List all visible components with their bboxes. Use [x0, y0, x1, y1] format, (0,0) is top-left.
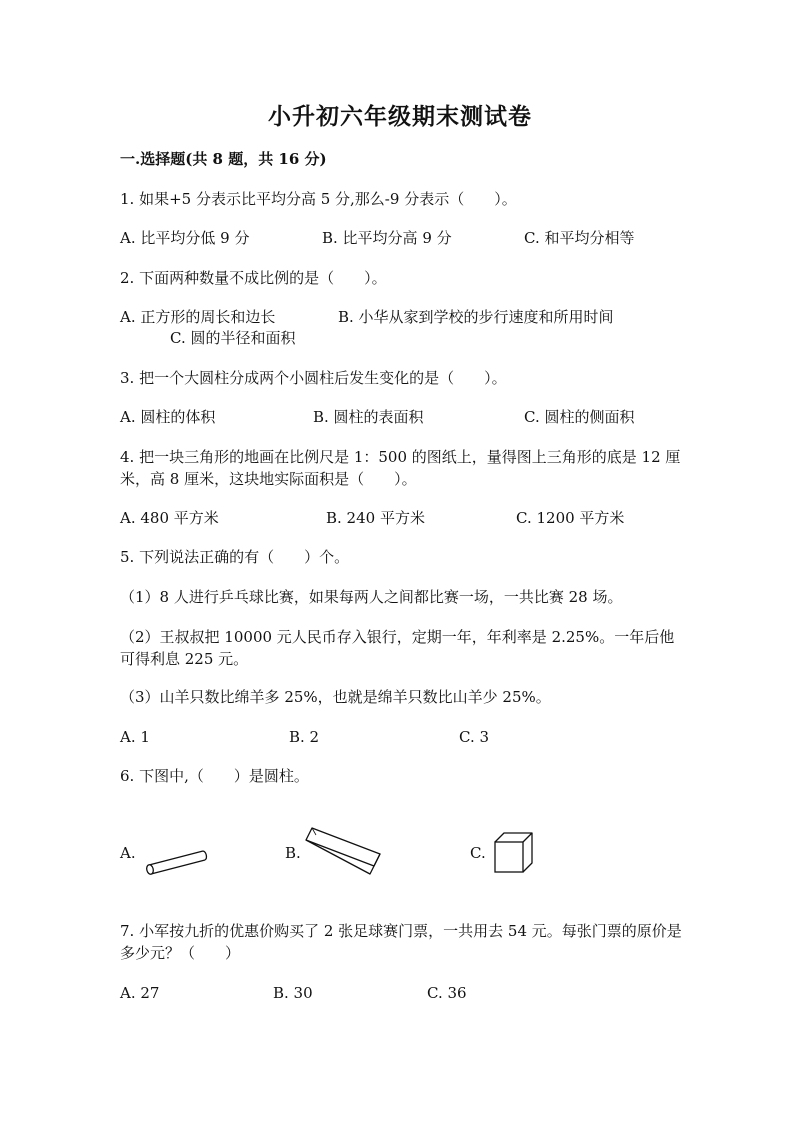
question-1-option-b: B. 比平均分高 9 分	[322, 229, 452, 247]
question-2-option-c: C. 圆的半径和面积	[170, 329, 296, 347]
cube-figure	[492, 830, 536, 876]
question-3-stem: 3. 把一个大圆柱分成两个小圆柱后发生变化的是（ ）。	[120, 369, 507, 387]
page-title: 小升初六年级期末测试卷	[268, 103, 532, 130]
question-3-option-c: C. 圆柱的侧面积	[524, 408, 635, 426]
question-2-option-a: A. 正方形的周长和边长	[120, 308, 276, 326]
question-5-statement-2: （2）王叔叔把 10000 元人民币存入银行，定期一年，年利率是 2.25%。一年后他可得利息 225 元。	[120, 628, 675, 668]
question-6-option-c: C.	[470, 844, 486, 862]
question-4-option-c: C. 1200 平方米	[516, 509, 625, 527]
question-3-option-a: A. 圆柱的体积	[120, 408, 216, 426]
section-heading: 一.选择题(共 8 题，共 16 分)	[120, 150, 327, 168]
question-7-option-b: B. 30	[273, 984, 313, 1002]
question-5-option-c: C. 3	[459, 728, 490, 746]
question-7-option-c: C. 36	[427, 984, 467, 1002]
question-7-option-a: A. 27	[120, 984, 160, 1002]
question-1-option-c: C. 和平均分相等	[524, 229, 635, 247]
question-1-stem: 1. 如果+5 分表示比平均分高 5 分,那么-9 分表示（ ）。	[120, 190, 517, 208]
question-1-option-a: A. 比平均分低 9 分	[120, 229, 250, 247]
question-2-option-b: B. 小华从家到学校的步行速度和所用时间	[338, 308, 614, 326]
question-5-stem: 5. 下列说法正确的有（ ）个。	[120, 548, 350, 566]
question-6-option-b: B.	[285, 844, 301, 862]
question-5-statement-1: （1）8 人进行乒乓球比赛，如果每两人之间都比赛一场，一共比赛 28 场。	[120, 588, 623, 606]
question-2-stem: 2. 下面两种数量不成比例的是（ ）。	[120, 269, 387, 287]
triangular-prism-figure	[302, 826, 384, 878]
question-4-option-b: B. 240 平方米	[326, 509, 425, 527]
question-4-option-a: A. 480 平方米	[120, 509, 219, 527]
question-7-stem: 7. 小军按九折的优惠价购买了 2 张足球赛门票，一共用去 54 元。每张门票的原价是多少元？（ ）	[120, 922, 682, 962]
question-6-option-a: A.	[120, 844, 136, 862]
question-6-stem: 6. 下图中,（ ）是圆柱。	[120, 767, 309, 785]
question-3-option-b: B. 圆柱的表面积	[313, 408, 424, 426]
question-5-option-b: B. 2	[289, 728, 320, 746]
cylinder-figure	[140, 848, 212, 878]
question-5-statement-3: （3）山羊只数比绵羊多 25%，也就是绵羊只数比山羊少 25%。	[120, 688, 551, 706]
question-4-stem: 4. 把一块三角形的地画在比例尺是 1：500 的图纸上，量得图上三角形的底是 12 厘米，高 8 厘米，这块地实际面积是（ ）。	[120, 448, 681, 488]
question-5-option-a: A. 1	[120, 728, 150, 746]
